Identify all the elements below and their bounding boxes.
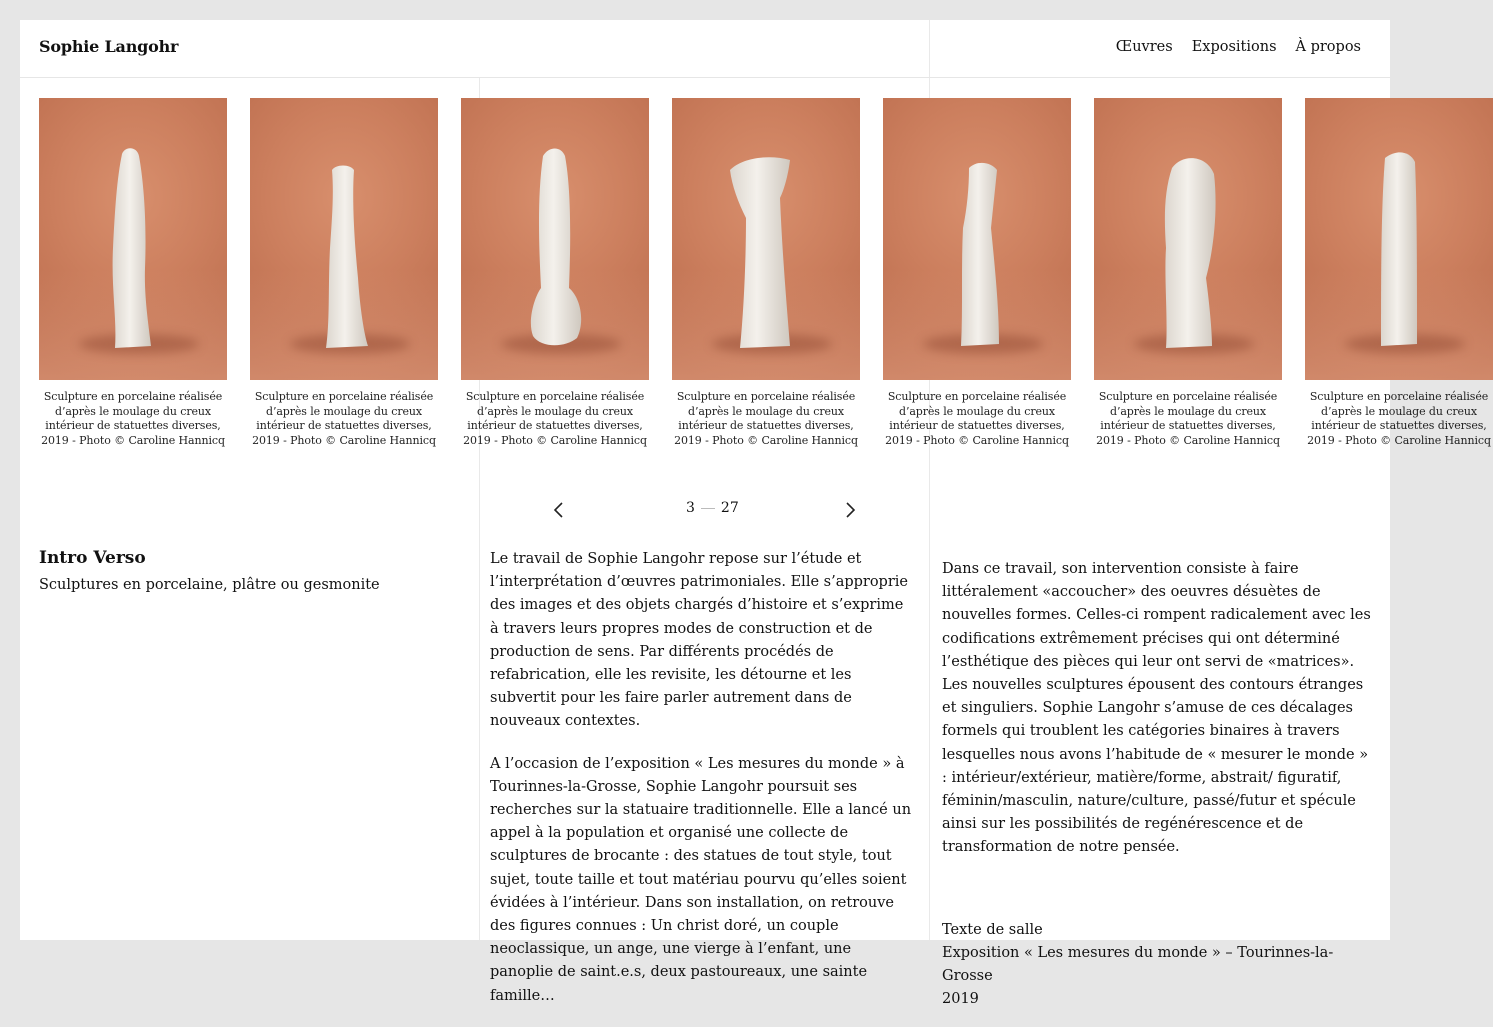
carousel-slide[interactable] [250,98,438,448]
main-nav [1116,39,1361,55]
porcelain-sculpture [1381,152,1417,346]
text-source-label: Texte de salle [942,921,1043,938]
photo-caption: Sculpture en porcelaine réalisée d’après le moulage du creux intérieur de statuettes diverses, 2019 - Photo © Caroline Hannicq [252,390,436,447]
text-source-exhibition: Exposition « Les mesures du monde » – Tourinnes-la-Grosse [942,944,1334,985]
carousel-slide[interactable] [1094,98,1282,448]
total-slides: 27 [720,500,739,516]
porcelain-sculpture [113,148,151,348]
carousel-slide[interactable] [461,98,649,448]
chevron-left-icon[interactable] [547,498,571,522]
sculpture-photo [1094,98,1282,380]
sculpture-photo [250,98,438,380]
page [20,20,1491,1008]
project-title: Intro Verso [39,548,146,568]
site-brand[interactable]: Sophie Langohr [39,37,179,56]
sculpture-photo [883,98,1071,380]
photo-caption: Sculpture en porcelaine réalisée d’après le moulage du creux intérieur de statuettes diverses, 2019 - Photo © Caroline Hannicq [885,390,1069,447]
porcelain-sculpture [531,149,581,346]
photo-caption: Sculpture en porcelaine réalisée d’après le moulage du creux intérieur de statuettes diverses, 2019 - Photo © Caroline Hannicq [41,390,225,447]
counter-separator [701,508,715,509]
text-paragraph: A l’occasion de l’exposition « Les mesures du monde » à Tourinnes-la-Grosse, Sophie Langohr poursuit ses recherches sur la statuaire traditionnelle. Elle a lancé un appel à la population et organisé une collecte de sculptures de brocante : des statues de tout style, tout sujet, toute taille et tout matériau pourvu qu’elles soient évidées à l’intérieur. Dans son installation, on retrouve des figures connues : Un christ doré, un couple neoclassique, un ange, une vierge à l’enfant, une panoplie de saint.e.s, deux pastoureaux, une sainte famille… [490,755,912,1004]
image-carousel[interactable] [39,98,1491,478]
nav-item-a-propos[interactable]: À propos [1295,39,1361,55]
carousel-slide[interactable] [883,98,1071,448]
project-info [39,548,459,593]
project-text-column-1 [490,548,915,1027]
sculpture-photo [461,98,649,380]
project-text-column-2 [942,558,1374,1011]
photo-caption: Sculpture en porcelaine réalisée d’après le moulage du creux intérieur de statuettes diverses, 2019 - Photo © Caroline Hannicq [463,390,647,447]
carousel-pager [20,498,1390,522]
porcelain-sculpture [730,157,790,348]
text-paragraph: Le travail de Sophie Langohr repose sur l’étude et l’interprétation d’œuvres patrimoniales. Elle s’approprie des images et des objets chargés d’histoire et s’exprime à travers leurs propres modes de construction et de production de sens. Par différents procédés de refabrication, elle les revisite, les détourne et les subvertit pour les faire parler autrement dans de nouveaux contextes. [490,551,908,730]
carousel-slide[interactable] [1305,98,1493,448]
nav-item-expositions[interactable]: Expositions [1191,39,1277,55]
nav-item-oeuvres[interactable]: Œuvres [1115,39,1173,55]
slide-counter [686,500,739,516]
porcelain-sculpture [961,163,999,346]
text-source-year: 2019 [942,991,979,1008]
porcelain-sculpture [326,166,368,349]
carousel-slide[interactable] [39,98,227,448]
site-header [20,20,1390,78]
current-slide: 3 [686,500,695,516]
sculpture-photo [39,98,227,380]
project-subtitle: Sculptures en porcelaine, plâtre ou gesmonite [39,577,380,593]
carousel-slide[interactable] [672,98,860,448]
carousel-track [39,98,1493,448]
sculpture-photo [1305,98,1493,380]
photo-caption: Sculpture en porcelaine réalisée d’après le moulage du creux intérieur de statuettes diverses, 2019 - Photo © Caroline Hannicq [1096,390,1280,447]
photo-caption: Sculpture en porcelaine réalisée d’après le moulage du creux intérieur de statuettes diverses, 2019 - Photo © Caroline Hannicq [674,390,858,447]
text-paragraph: Dans ce travail, son intervention consiste à faire littéralement «accoucher» des oeuvres désuètes de nouvelles formes. Celles-ci rompent radicalement avec les codifications extrêmement précises qui ont déterminé l’esthétique des pièces qui leur ont servi de «matrices». Les nouvelles sculptures épousent des contours étranges et singuliers. Sophie Langohr s’amuse de ces décalages formels qui troublent les catégories binaires à travers lesquelles nous avons l’habitude de « mesurer le monde » : intérieur/extérieur, matière/forme, abstrait/ figuratif, féminin/masculin, nature/culture, passé/futur et spécule ainsi sur les possibilités de regénérescence et de transformation de notre pensée. [942,561,1371,856]
porcelain-sculpture [1165,158,1216,348]
photo-caption: Sculpture en porcelaine réalisée d’après le moulage du creux intérieur de statuettes diverses, 2019 - Photo © Caroline Hannicq [1307,390,1491,447]
chevron-right-icon[interactable] [838,498,862,522]
sculpture-photo [672,98,860,380]
